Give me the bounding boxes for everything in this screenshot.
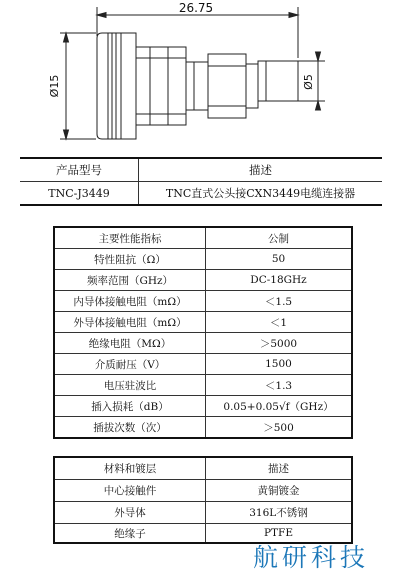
table-row xyxy=(54,333,352,354)
ferrule xyxy=(246,64,258,108)
table-row xyxy=(54,396,352,417)
material-value-cell: 316L不锈钢 xyxy=(206,502,353,524)
material-part-cell: 绝缘子 xyxy=(54,524,206,544)
material-header-cell: 材料和镀层 xyxy=(54,457,206,480)
table-row xyxy=(54,417,352,439)
spec-value-cell: ＜1.5 xyxy=(206,291,353,312)
material-value-cell: 黄铜镀金 xyxy=(206,480,353,502)
hex-section xyxy=(208,54,246,118)
model-description-cell: TNC直式公头接CXN3449电缆连接器 xyxy=(139,182,383,206)
dia15-arrow-bottom xyxy=(64,130,69,139)
dia5-arrow-bottom xyxy=(316,101,321,110)
right-diameter-label: Ø5 xyxy=(302,74,315,90)
spec-header-row xyxy=(54,227,352,249)
dim-arrow-left xyxy=(97,13,106,18)
spec-header-cell: 主要性能指标 xyxy=(54,227,206,249)
spec-value-cell: ＞5000 xyxy=(206,333,353,354)
material-part-cell: 外导体 xyxy=(54,502,206,524)
table-row xyxy=(54,502,352,524)
model-row xyxy=(20,182,382,206)
spec-value-cell: 50 xyxy=(206,249,353,270)
spec-value-cell: ＞500 xyxy=(206,417,353,439)
spec-label-cell: 插拔次数（次） xyxy=(54,417,206,439)
dim-arrow-right xyxy=(289,13,298,18)
spec-label-cell: 介质耐压（V） xyxy=(54,354,206,375)
material-part-cell: 中心接触件 xyxy=(54,480,206,502)
left-diameter-label: Ø15 xyxy=(48,74,61,98)
material-header-row xyxy=(54,457,352,480)
material-description-header-cell: 描述 xyxy=(206,457,353,480)
dia5-arrow-top xyxy=(316,52,321,61)
table-row xyxy=(54,312,352,333)
spec-value-cell: 1500 xyxy=(206,354,353,375)
brand-watermark: 航研科技 xyxy=(253,543,370,572)
table-row xyxy=(54,270,352,291)
description-header-cell: 描述 xyxy=(139,158,383,182)
spec-label-cell: 特性阻抗（Ω） xyxy=(54,249,206,270)
table-row xyxy=(54,375,352,396)
spec-value-cell: ＜1 xyxy=(206,312,353,333)
spec-value-cell: DC-18GHz xyxy=(206,270,353,291)
table-row xyxy=(54,249,352,270)
spec-value-cell: 0.05+0.05√f（GHz） xyxy=(206,396,353,417)
spec-value-cell: ＜1.3 xyxy=(206,375,353,396)
spec-table xyxy=(53,226,353,439)
spec-label-cell: 内导体接触电阻（mΩ） xyxy=(54,291,206,312)
spec-label-cell: 插入损耗（dB） xyxy=(54,396,206,417)
cable-end xyxy=(258,61,298,101)
model-number-cell: TNC-J3449 xyxy=(20,182,139,206)
spec-label-cell: 电压驻波比 xyxy=(54,375,206,396)
model-header-cell: 产品型号 xyxy=(20,158,139,182)
connector-neck xyxy=(186,62,208,110)
spec-label-cell: 频率范围（GHz） xyxy=(54,270,206,291)
table-row xyxy=(54,291,352,312)
model-table xyxy=(20,157,382,206)
connector-drawing xyxy=(0,0,400,150)
spec-label-cell: 外导体接触电阻（mΩ） xyxy=(54,312,206,333)
table-row xyxy=(54,354,352,375)
material-table xyxy=(53,456,353,544)
spec-label-cell: 绝缘电阻（MΩ） xyxy=(54,333,206,354)
dia15-arrow-top xyxy=(64,33,69,42)
connector-body xyxy=(136,47,186,125)
material-value-cell: PTFE xyxy=(206,524,353,544)
table-row xyxy=(54,480,352,502)
model-header-row xyxy=(20,158,382,182)
length-dimension-label: 26.75 xyxy=(178,1,214,15)
metric-header-cell: 公制 xyxy=(206,227,353,249)
